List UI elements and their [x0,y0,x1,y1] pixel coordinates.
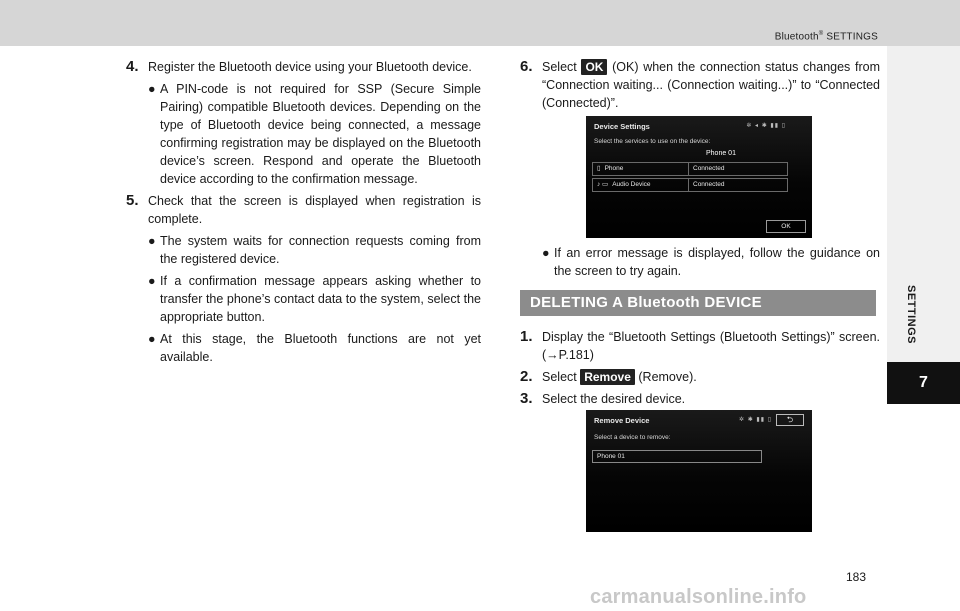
ok-button-glyph: OK [581,59,607,75]
step-6-bullet-container [520,244,880,284]
status-bar-icons: ✲ ◂ ✱ ▮▮ ▯ [746,123,786,129]
screen-ok-button[interactable]: OK [766,220,806,233]
status-bar-icons: ✲ ✱ ▮▮ ▯ [739,417,772,423]
screen-title: Remove Device [594,416,650,425]
step-1 [520,328,880,364]
section-heading: DELETING A Bluetooth DEVICE [520,290,876,316]
bullet-item [148,80,481,188]
bullet-text: A PIN-code is not required for SSP (Secure Simple Pairing) compatible Bluetooth devices. Depending on the type of Bluetooth device being connected, a message confirming registration may be displayed on the Bluetooth device’s screen. Respond and operate the Bluetooth device according to the confirmation message. [160,82,481,186]
side-tab-label-container [905,285,919,365]
watermark: carmanualsonline.info [590,586,807,608]
bullet-icon: ● [148,332,156,346]
bullet-icon: ● [148,234,156,248]
bullet-text: If a confirmation message appears asking whether to transfer the phone’s contact data to the system, select the appropriate button. [160,274,481,324]
step-text: Display the “Bluetooth Settings (Bluetooth Settings)” screen. (→P.181) [542,330,880,362]
service-row-phone[interactable] [592,162,788,176]
service-status: Connected [693,165,725,172]
bullet-text: At this stage, the Bluetooth functions are not yet available. [160,332,481,364]
remove-button-glyph: Remove [580,369,635,385]
device-list-item[interactable]: Phone 01 [592,450,762,463]
step-number: 6. [520,58,533,75]
bullet-item [148,232,481,268]
step-number: 3. [520,390,533,407]
service-status: Connected [693,181,725,188]
screen-subtitle: Select a device to remove: [594,434,671,441]
page-header-title: Bluetooth® SETTINGS [774,31,878,43]
screen-title: Device Settings [594,122,650,131]
music-note-icon: ♪ ▭ [597,181,609,188]
bullet-item [148,330,481,366]
step-text: Register the Bluetooth device using your Bluetooth device. [148,60,472,74]
side-tab-label: SETTINGS [905,285,917,345]
remove-device-screenshot [586,410,812,532]
chapter-number: 7 [919,374,928,391]
step-number: 2. [520,368,533,385]
left-column [126,58,481,370]
service-row-audio[interactable] [592,178,788,192]
bullet-item [542,244,880,280]
step-number: 1. [520,328,533,345]
step-number: 4. [126,58,139,75]
service-name: Audio Device [612,181,651,188]
bullet-icon: ● [542,246,550,260]
screen-subtitle: Select the services to use on the device: [594,138,711,145]
step-text: Select the desired device. [542,392,686,406]
right-column-top [520,58,880,116]
step-number: 5. [126,192,139,209]
device-settings-screenshot [586,116,812,238]
side-tab-background [887,46,960,362]
bullet-icon: ● [148,274,156,288]
step-text: Select OK (OK) when the connection status changes from “Connection waiting... (Connection waiting...)” to “Connected (Connected)”. [542,60,880,110]
back-icon[interactable]: ⮌ [776,414,804,426]
step-3 [520,390,880,408]
bullet-item [148,272,481,326]
step-6 [520,58,880,112]
phone-icon: ▯ [597,165,601,172]
step-text: Check that the screen is displayed when registration is complete. [148,194,481,226]
step-2 [520,368,880,386]
page-number: 183 [846,570,867,584]
step-5 [126,192,481,228]
bullet-icon: ● [148,82,156,96]
device-name: Phone 01 [706,150,736,157]
step-4 [126,58,481,76]
bullet-text: If an error message is displayed, follow the guidance on the screen to try again. [554,246,880,278]
step-text: Select Remove (Remove). [542,370,697,384]
right-column-bottom [520,328,880,412]
service-name: Phone [604,165,624,172]
bullet-text: The system waits for connection requests coming from the registered device. [160,234,481,266]
